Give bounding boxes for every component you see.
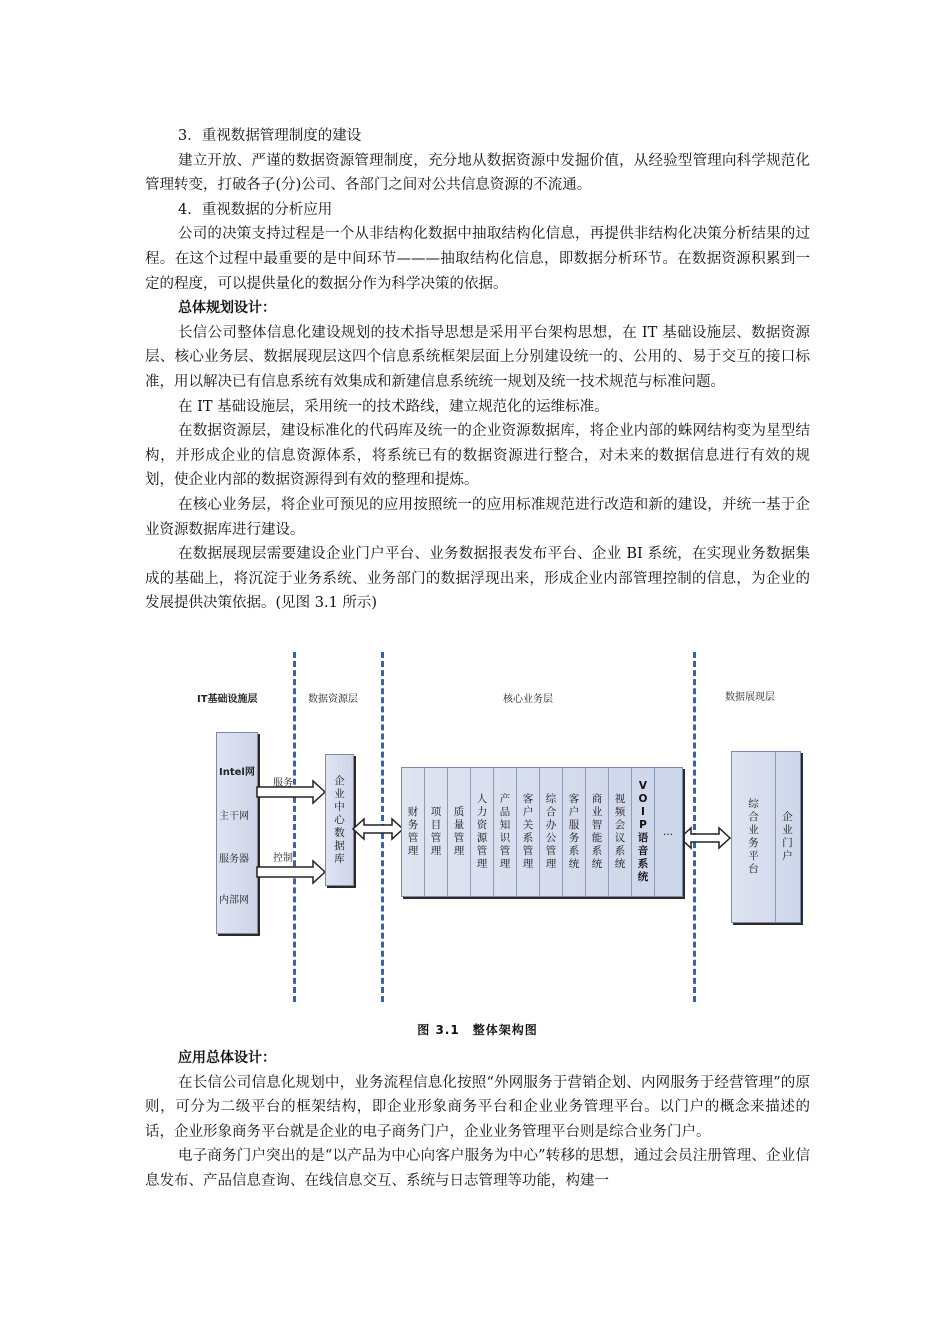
paragraph: 建立开放、严谨的数据资源管理制度，充分地从数据资源中发掘价值，从经验型管理向科学规范化管理转变，打破各子(分)公司、各部门之间对公共信息资源的不流通。 [145,152,810,194]
core-module: 财务管理 [402,768,425,896]
double-arrow-left [351,815,405,843]
it-item: 主干网 [219,811,249,822]
heading-3: 3．重视数据管理制度的建设 [178,128,362,144]
document-body-top [145,124,810,616]
core-module: 商业智能系统 [586,768,609,896]
paragraph: 在长信公司信息化规划中，业务流程信息化按照“外网服务于营销企划、内网服务于经营管理”的原则，可分为二级平台的框架结构，即企业形象商务平台和企业业务管理平台。以门户的概念来描述的话，企业形象商务平台就是企业的电子商务门户，企业业务管理平台则是综合业务门户。 [145,1074,810,1140]
figure-caption: 图 3.1 整体架构图 [417,1023,538,1037]
double-arrow-right [678,824,732,852]
core-module: 产品知识管理 [494,768,517,896]
section-heading-application: 应用总体设计： [178,1050,276,1066]
core-module: 项目管理 [425,768,448,896]
paragraph: 在数据资源层，建设标准化的代码库及统一的企业资源数据库，将企业内部的蛛网结构变为星型结构，并形成企业的信息资源体系，将系统已有的数据资源进行整合，对未来的数据信息进行有效的规划，使企业内部的数据资源得到有效的整理和提炼。 [145,423,810,489]
layer-label-core: 核心业务层 [503,694,553,705]
paragraph: 电子商务门户突出的是“以产品为中心向客户服务为中心”转移的思想，通过会员注册管理、企业信息发布、产品信息查询、在线信息交互、系统与日志管理等功能，构建一 [145,1148,810,1189]
layer-label-presentation: 数据展现层 [725,692,775,703]
core-module: 综合办公管理 [540,768,563,896]
control-arrow [257,861,325,883]
core-module: 客户服务系统 [563,768,586,896]
core-module: VOIP语音系统 [632,768,655,896]
presentation-module: 企业门户 [782,811,793,862]
arrows-it-to-data [255,775,327,890]
paragraph: 在 IT 基础设施层，采用统一的技术路线，建立规范化的运维标准。 [178,398,609,415]
it-item: Intel网 [219,767,255,778]
paragraph: 长信公司整体信息化建设规划的技术指导思想是采用平台架构思想，在 IT 基础设施层、数据资源层、核心业务层、数据展现层这四个信息系统框架层面上分别建设统一的、公用的、易于交互的接口标准，用以解决已有信息系统有效集成和新建信息系统统一规划及统一技术规范与标准问题。 [145,324,810,390]
heading-4: 4．重视数据的分析应用 [178,201,333,218]
core-module: 视频会议系统 [609,768,632,896]
document-body-bottom [145,1046,810,1194]
core-business-box [401,767,683,897]
section-heading-overall-plan: 总体规划设计： [178,300,276,317]
core-module-more: ... [662,825,673,838]
core-module: 质量管理 [448,768,471,896]
it-item: 内部网 [219,895,249,906]
paragraph: 在数据展现层需要建设企业门户平台、业务数据报表发布平台、企业 BI 系统，在实现业务数据集成的基础上，将沉淀于业务系统、业务部门的数据浮现出来，形成企业内部管理控制的信息，为企业的发展提供决策依据。(见图 3.1 所示) [145,546,810,612]
core-module: 客户关系管理 [517,768,540,896]
core-module: 人力资源管理 [471,768,494,896]
enterprise-database-box [325,754,354,886]
enterprise-database-label: 企业中心数据库 [334,774,345,865]
layer-label-it: IT基础设施层 [197,694,258,705]
it-item: 服务器 [219,854,249,865]
presentation-box [731,751,801,923]
layer-label-data: 数据资源层 [308,694,358,705]
arrow-label-control: 控制 [273,853,293,864]
arrow-label-service: 服务 [273,778,293,789]
architecture-figure [145,650,810,1050]
presentation-module: 综合业务平台 [732,752,776,922]
paragraph: 公司的决策支持过程是一个从非结构化数据中抽取结构化信息，再提供非结构化决策分析结果的过程。在这个过程中最重要的是中间环节———抽取结构化信息，即数据分析环节。在数据资源积累到一定的程度，可以提供量化的数据分作为科学决策的依据。 [145,226,810,292]
paragraph: 在核心业务层，将企业可预见的应用按照统一的应用标准规范进行改造和新的建设，并统一基于企业资源数据库进行建设。 [145,496,810,538]
it-infrastructure-box [216,732,258,934]
